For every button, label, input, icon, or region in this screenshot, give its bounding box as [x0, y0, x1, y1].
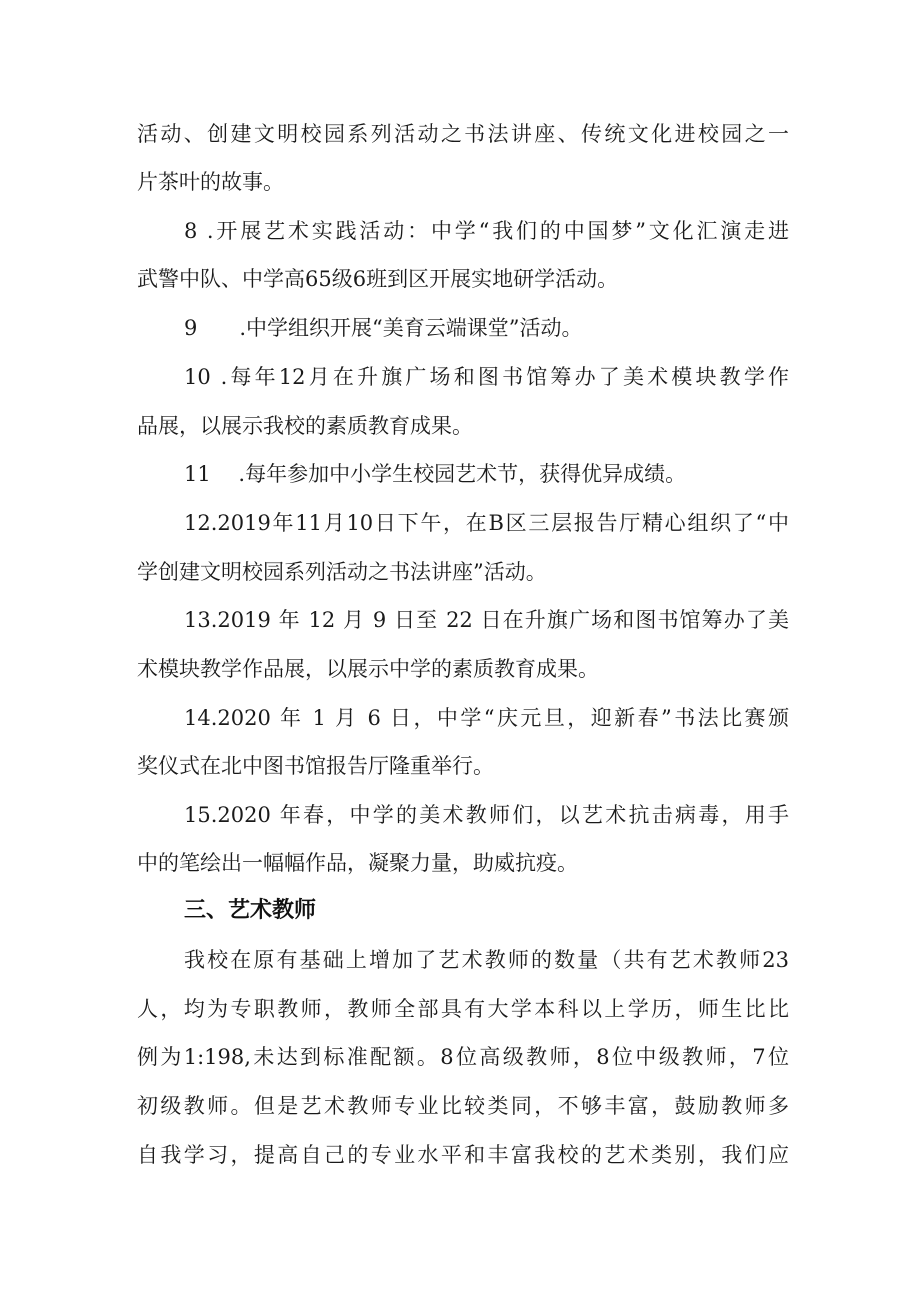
- list-item-13-line-2: 术模块教学作品展，以展示中学的素质教育成果。: [137, 657, 599, 681]
- list-item-14-line-1: 14.2020 年 1 月 6 日，中学“庆元旦，迎新春”书法比赛颁: [184, 706, 789, 730]
- list-item-11: 11 .每年参加中小学生校园艺术节，获得优异成绩。: [184, 462, 687, 486]
- list-item-8-line-1: 8 .开展艺术实践活动：中学“我们的中国梦”文化汇演走进: [184, 219, 789, 243]
- text-line: 片茶叶的故事。: [137, 170, 284, 194]
- paragraph-line: 人，均为专职教师，教师全部具有大学本科以上学历，师生比比: [137, 997, 789, 1021]
- list-item-10-line-2: 品展，以展示我校的素质教育成果。: [137, 414, 473, 438]
- paragraph-line: 初级教师。但是艺术教师专业比较类同，不够丰富，鼓励教师多: [137, 1094, 789, 1118]
- list-item-12-line-2: 学创建文明校园系列活动之书法讲座”活动。: [137, 560, 547, 584]
- list-item-12-line-1: 12.2019年11月10日下午，在B区三层报告厅精心组织了“中: [184, 511, 789, 535]
- list-item-8-line-2: 武警中队、中学高65级6班到区开展实地研学活动。: [137, 267, 619, 291]
- paragraph-line: 例为1:198,未达到标准配额。8位高级教师，8位中级教师，7位: [137, 1045, 789, 1069]
- list-item-10-line-1: 10 .每年12月在升旗广场和图书馆筹办了美术模块教学作: [184, 365, 789, 389]
- list-item-15-line-1: 15.2020 年春，中学的美术教师们，以艺术抗击病毒，用手: [184, 803, 789, 827]
- paragraph-line: 我校在原有基础上增加了艺术教师的数量（共有艺术教师23: [184, 948, 789, 972]
- text-line: 活动、创建文明校园系列活动之书法讲座、传统文化进校园之一: [137, 122, 789, 146]
- paragraph-line: 自我学习，提高自己的专业水平和丰富我校的艺术类别，我们应: [137, 1143, 789, 1167]
- list-item-14-line-2: 奖仪式在北中图书馆报告厅隆重举行。: [137, 754, 494, 778]
- list-item-13-line-1: 13.2019 年 12 月 9 日至 22 日在升旗广场和图书馆筹办了美: [184, 608, 789, 632]
- list-item-15-line-2: 中的笔绘出一幅幅作品，凝聚力量，助威抗疫。: [137, 851, 578, 875]
- section-heading: 三、艺术教师: [184, 898, 317, 923]
- list-item-9: 9 .中学组织开展“美育云端课堂”活动。: [184, 316, 583, 340]
